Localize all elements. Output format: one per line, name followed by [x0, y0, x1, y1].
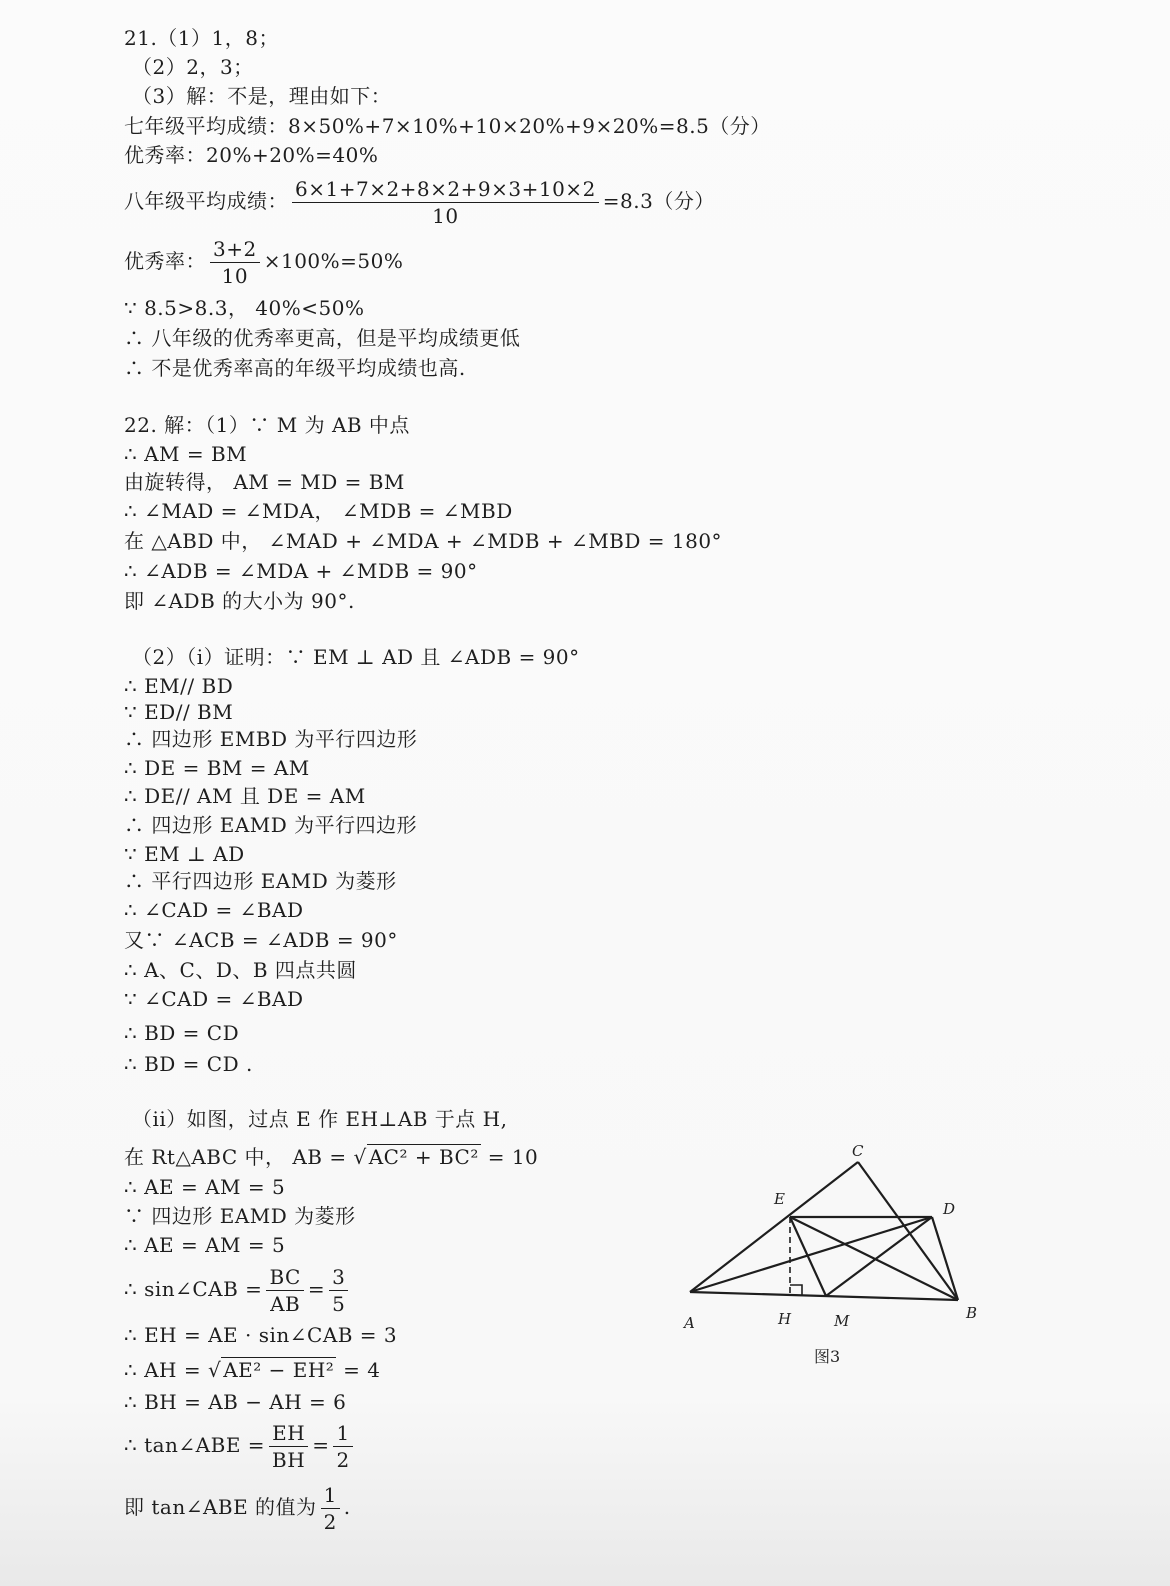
fraction-eh-bh: [269, 1420, 308, 1473]
figure-lines: [690, 1162, 958, 1300]
segment-ac: [690, 1162, 858, 1292]
q21-line-4: 七年级平均成绩：8×50%+7×10%+10×20%+9×20%=8.5（分）: [124, 114, 771, 138]
q22b-line-6: ∴ DE// AM 且 DE = AM: [124, 784, 366, 808]
geometry-figure: [676, 1130, 996, 1380]
fraction-numerator: BC: [266, 1264, 303, 1291]
q22c-line-8: [124, 1358, 381, 1382]
fraction-one-half: [321, 1482, 340, 1535]
q22c-line-8-end: = 4: [343, 1358, 381, 1382]
segment-dm: [826, 1217, 932, 1296]
q21-line-7-tail: ×100%=50%: [263, 249, 404, 273]
fraction-one-half: [333, 1420, 352, 1473]
q22-line-3: 由旋转得， AM = MD = BM: [124, 470, 405, 494]
q22c-line-5: ∴ AE = AM = 5: [124, 1233, 286, 1257]
q22c-line-9: ∴ BH = AB − AH = 6: [124, 1390, 347, 1414]
fraction-three-fifths: [329, 1264, 348, 1317]
q22-line-1: 22. 解：（1）∵ M 为 AB 中点: [124, 413, 410, 437]
q22c-line-7: ∴ EH = AE · sin∠CAB = 3: [124, 1323, 398, 1347]
segment-em: [790, 1217, 826, 1296]
q21-line-5: 优秀率：20%+20%=40%: [124, 143, 379, 167]
label-d: D: [943, 1200, 956, 1218]
q22c-line-1: （ii）如图，过点 E 作 EH⊥AB 于点 H,: [132, 1107, 508, 1131]
q22b-line-2: ∴ EM// BD: [124, 674, 234, 698]
label-c: C: [852, 1142, 864, 1160]
label-m: M: [834, 1312, 850, 1330]
q21-line-8: ∵ 8.5>8.3， 40%<50%: [124, 296, 365, 320]
fraction-numerator: 1: [333, 1420, 352, 1447]
segment-cb: [858, 1162, 958, 1300]
q21-line-9: ∴ 八年级的优秀率更高，但是平均成绩更低: [124, 326, 521, 350]
fraction-denominator: 10: [221, 264, 249, 288]
q21-line-6-label: 八年级平均成绩：: [124, 189, 288, 213]
q22c-line-11-start: 即 tan∠ABE 的值为: [124, 1495, 317, 1519]
q22c-line-2: [124, 1145, 538, 1169]
equals-sign: =: [307, 1277, 326, 1301]
equals-sign: =: [312, 1433, 330, 1457]
q21-line-6-fraction: [292, 176, 599, 229]
q22b-line-14: ∴ BD = CD: [124, 1021, 240, 1045]
fraction-numerator: 1: [321, 1482, 340, 1509]
q22b-line-4: ∴ 四边形 EMBD 为平行四边形: [124, 727, 418, 751]
q21-line-6-tail: =8.3（分）: [602, 189, 715, 213]
q21-line-6: [124, 176, 715, 229]
right-angle-mark: [790, 1285, 802, 1295]
q22c-line-8-start: ∴ AH =: [124, 1358, 202, 1382]
fraction-denominator: BH: [272, 1448, 306, 1472]
q22b-line-5: ∴ DE = BM = AM: [124, 756, 310, 780]
fraction-numerator: EH: [269, 1420, 308, 1447]
q22c-line-6: [124, 1264, 352, 1317]
q22-line-4: ∴ ∠MAD = ∠MDA， ∠MDB = ∠MBD: [124, 499, 513, 523]
q22b-line-7: ∴ 四边形 EAMD 为平行四边形: [124, 813, 418, 837]
fraction-denominator: 2: [323, 1510, 337, 1534]
fraction-denominator: 5: [332, 1292, 346, 1316]
q21-line-1: 21.（1）1，8；: [124, 26, 279, 50]
fraction-denominator: 10: [432, 204, 459, 228]
label-h: H: [778, 1310, 792, 1328]
q22b-line-8: ∵ EM ⊥ AD: [124, 842, 245, 866]
label-b: B: [966, 1304, 978, 1322]
fraction-bc-ab: [266, 1264, 303, 1317]
figure-caption: 图3: [814, 1347, 841, 1366]
q21-line-2: （2）2，3；: [132, 55, 254, 79]
q22b-line-1: （2）（i）证明：∵ EM ⊥ AD 且 ∠ADB = 90°: [132, 645, 580, 669]
q22c-line-10-start: ∴ tan∠ABE =: [124, 1433, 266, 1457]
sqrt-radicand: AC² + BC²: [368, 1145, 479, 1169]
q22b-line-11: 又∵ ∠ACB = ∠ADB = 90°: [124, 928, 398, 952]
fraction-numerator: 3: [329, 1264, 348, 1291]
q22c-line-4: ∵ 四边形 EAMD 为菱形: [124, 1204, 356, 1228]
q22c-line-11: [124, 1482, 351, 1535]
fraction-denominator: 2: [336, 1448, 350, 1472]
q21-line-7: [124, 236, 403, 289]
q22c-line-6-start: ∴ sin∠CAB =: [124, 1277, 263, 1301]
q22-line-6: ∴ ∠ADB = ∠MDA + ∠MDB = 90°: [124, 559, 478, 583]
sqrt-symbol: √: [353, 1145, 367, 1169]
q22c-line-3: ∴ AE = AM = 5: [124, 1175, 286, 1199]
label-a: A: [684, 1314, 695, 1332]
fraction-denominator: AB: [270, 1292, 301, 1316]
q22c-line-10: [124, 1420, 357, 1473]
q22b-line-15: ∴ BD = CD .: [124, 1052, 253, 1076]
q22b-line-12: ∴ A、C、D、B 四点共圆: [124, 958, 357, 982]
label-e: E: [774, 1190, 785, 1208]
q22c-line-2-end: = 10: [487, 1145, 539, 1169]
sqrt-radicand: AE² − EH²: [223, 1358, 335, 1382]
q22b-line-9: ∴ 平行四边形 EAMD 为菱形: [124, 869, 397, 893]
q21-line-3: （3）解：不是，理由如下：: [132, 84, 392, 108]
q22b-line-3: ∵ ED// BM: [124, 700, 234, 724]
q22c-line-11-end: .: [343, 1495, 351, 1519]
fraction-numerator: 6×1+7×2+8×2+9×3+10×2: [292, 176, 599, 203]
q22c-line-2-start: 在 Rt△ABC 中， AB =: [124, 1145, 347, 1169]
segment-eb: [790, 1217, 958, 1300]
segment-db: [932, 1217, 958, 1300]
q22-line-7: 即 ∠ADB 的大小为 90°.: [124, 589, 355, 613]
q22b-line-13: ∵ ∠CAD = ∠BAD: [124, 987, 304, 1011]
q22b-line-10: ∴ ∠CAD = ∠BAD: [124, 898, 304, 922]
q21-line-7-label: 优秀率：: [124, 249, 206, 273]
q21-line-7-fraction: [210, 236, 260, 289]
sqrt-symbol: √: [207, 1358, 222, 1382]
q22-line-2: ∴ AM = BM: [124, 442, 248, 466]
q21-line-10: ∴ 不是优秀率高的年级平均成绩也高.: [124, 356, 466, 380]
fraction-numerator: 3+2: [210, 236, 260, 263]
q22-line-5: 在 △ABD 中， ∠MAD + ∠MDA + ∠MDB + ∠MBD = 180°: [124, 529, 723, 553]
